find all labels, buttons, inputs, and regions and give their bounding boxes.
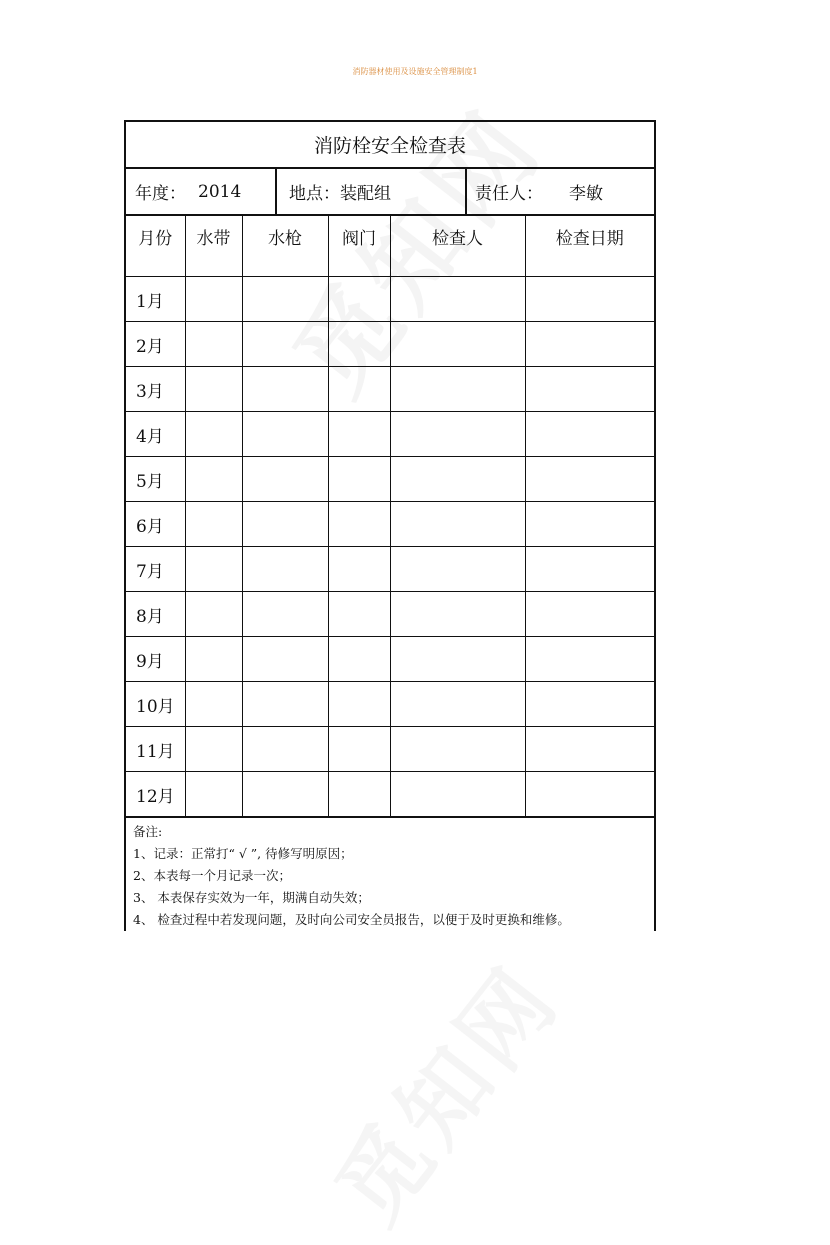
valve-cell[interactable] (328, 367, 390, 412)
valve-cell[interactable] (328, 412, 390, 457)
inspector-cell[interactable] (390, 682, 525, 727)
inspector-cell[interactable] (390, 592, 525, 637)
valve-cell[interactable] (328, 592, 390, 637)
table-row (126, 682, 654, 727)
col-inspect-date: 检查日期 (525, 216, 654, 277)
note-1-suffix: ”, 待修写明原因； (246, 846, 353, 861)
nozzle-cell[interactable] (242, 772, 328, 817)
inspector-cell[interactable] (390, 547, 525, 592)
table-header-row (126, 216, 654, 277)
inspector-cell[interactable] (390, 637, 525, 682)
table-row (126, 322, 654, 367)
hose-cell[interactable] (185, 502, 242, 547)
col-valve: 阀门 (328, 216, 390, 277)
sheet-title: 消防栓安全检查表 (126, 122, 654, 169)
valve-cell[interactable] (328, 637, 390, 682)
nozzle-cell[interactable] (242, 637, 328, 682)
valve-cell[interactable] (328, 547, 390, 592)
inspect-date-cell[interactable] (525, 772, 654, 817)
note-1-prefix: 1、记录：正常打“ (133, 846, 239, 861)
notes-section (126, 817, 656, 931)
table-row (126, 367, 654, 412)
inspect-date-cell[interactable] (525, 412, 654, 457)
hose-cell[interactable] (185, 322, 242, 367)
location-label: 地点： (289, 184, 340, 204)
month-cell: 3月 (126, 367, 185, 412)
month-cell: 9月 (126, 637, 185, 682)
month-cell: 7月 (126, 547, 185, 592)
valve-cell[interactable] (328, 502, 390, 547)
note-line-3: 3、 本表保存实效为一年，期满自动失效； (133, 890, 370, 905)
header-note: 消防器材使用及设施安全管理制度1 (352, 67, 478, 76)
table-row (126, 592, 654, 637)
inspector-cell[interactable] (390, 277, 525, 322)
location-value: 装配组 (340, 184, 391, 204)
inspect-date-cell[interactable] (525, 547, 654, 592)
year-label: 年度： (135, 184, 186, 204)
note-line-4: 4、 检查过程中若发现问题，及时向公司安全员报告，以便于及时更换和维修。 (133, 912, 570, 927)
responsible-value: 李敏 (569, 184, 603, 204)
inspector-cell[interactable] (390, 322, 525, 367)
month-cell: 2月 (126, 322, 185, 367)
table-row (126, 412, 654, 457)
inspect-date-cell[interactable] (525, 727, 654, 772)
valve-cell[interactable] (328, 727, 390, 772)
table-row (126, 772, 654, 817)
col-nozzle: 水枪 (242, 216, 328, 277)
hose-cell[interactable] (185, 592, 242, 637)
note-line-2: 2、本表每一个月记录一次； (133, 868, 291, 883)
nozzle-cell[interactable] (242, 412, 328, 457)
location-cell (277, 169, 467, 214)
nozzle-cell[interactable] (242, 277, 328, 322)
month-cell: 1月 (126, 277, 185, 322)
inspector-cell[interactable] (390, 412, 525, 457)
check-mark: √ (238, 846, 247, 861)
inspect-date-cell[interactable] (525, 502, 654, 547)
nozzle-cell[interactable] (242, 322, 328, 367)
inspection-table (126, 216, 654, 817)
inspection-sheet (124, 120, 656, 931)
inspect-date-cell[interactable] (525, 637, 654, 682)
responsible-label: 责任人： (475, 184, 543, 204)
month-cell: 8月 (126, 592, 185, 637)
hose-cell[interactable] (185, 637, 242, 682)
hose-cell[interactable] (185, 367, 242, 412)
month-cell: 10月 (126, 682, 185, 727)
nozzle-cell[interactable] (242, 682, 328, 727)
inspect-date-cell[interactable] (525, 682, 654, 727)
table-row (126, 727, 654, 772)
inspect-date-cell[interactable] (525, 592, 654, 637)
hose-cell[interactable] (185, 457, 242, 502)
inspector-cell[interactable] (390, 772, 525, 817)
note-line-1 (133, 843, 654, 865)
hose-cell[interactable] (185, 772, 242, 817)
table-body (126, 277, 654, 817)
hose-cell[interactable] (185, 412, 242, 457)
year-cell (126, 169, 277, 214)
table-row (126, 457, 654, 502)
valve-cell[interactable] (328, 682, 390, 727)
inspector-cell[interactable] (390, 727, 525, 772)
nozzle-cell[interactable] (242, 592, 328, 637)
notes-heading: 备注: (133, 824, 163, 839)
inspector-cell[interactable] (390, 502, 525, 547)
valve-cell[interactable] (328, 322, 390, 367)
nozzle-cell[interactable] (242, 457, 328, 502)
month-cell: 6月 (126, 502, 185, 547)
inspect-date-cell[interactable] (525, 367, 654, 412)
month-cell: 4月 (126, 412, 185, 457)
nozzle-cell[interactable] (242, 367, 328, 412)
inspector-cell[interactable] (390, 457, 525, 502)
hose-cell[interactable] (185, 727, 242, 772)
nozzle-cell[interactable] (242, 547, 328, 592)
table-row (126, 547, 654, 592)
table-row (126, 502, 654, 547)
hose-cell[interactable] (185, 547, 242, 592)
col-month: 月份 (126, 216, 185, 277)
inspect-date-cell[interactable] (525, 277, 654, 322)
hose-cell[interactable] (185, 682, 242, 727)
month-cell: 11月 (126, 727, 185, 772)
inspector-cell[interactable] (390, 367, 525, 412)
inspect-date-cell[interactable] (525, 457, 654, 502)
table-row (126, 637, 654, 682)
col-hose: 水带 (185, 216, 242, 277)
month-cell: 12月 (126, 772, 185, 817)
info-row (126, 169, 654, 216)
valve-cell[interactable] (328, 772, 390, 817)
month-cell: 5月 (126, 457, 185, 502)
col-inspector: 检查人 (390, 216, 525, 277)
year-value: 2014 (198, 181, 242, 202)
table-row (126, 277, 654, 322)
nozzle-cell[interactable] (242, 727, 328, 772)
valve-cell[interactable] (328, 277, 390, 322)
nozzle-cell[interactable] (242, 502, 328, 547)
responsible-cell (467, 169, 654, 214)
hose-cell[interactable] (185, 277, 242, 322)
valve-cell[interactable] (328, 457, 390, 502)
inspect-date-cell[interactable] (525, 322, 654, 367)
watermark-bottom (300, 933, 583, 1245)
